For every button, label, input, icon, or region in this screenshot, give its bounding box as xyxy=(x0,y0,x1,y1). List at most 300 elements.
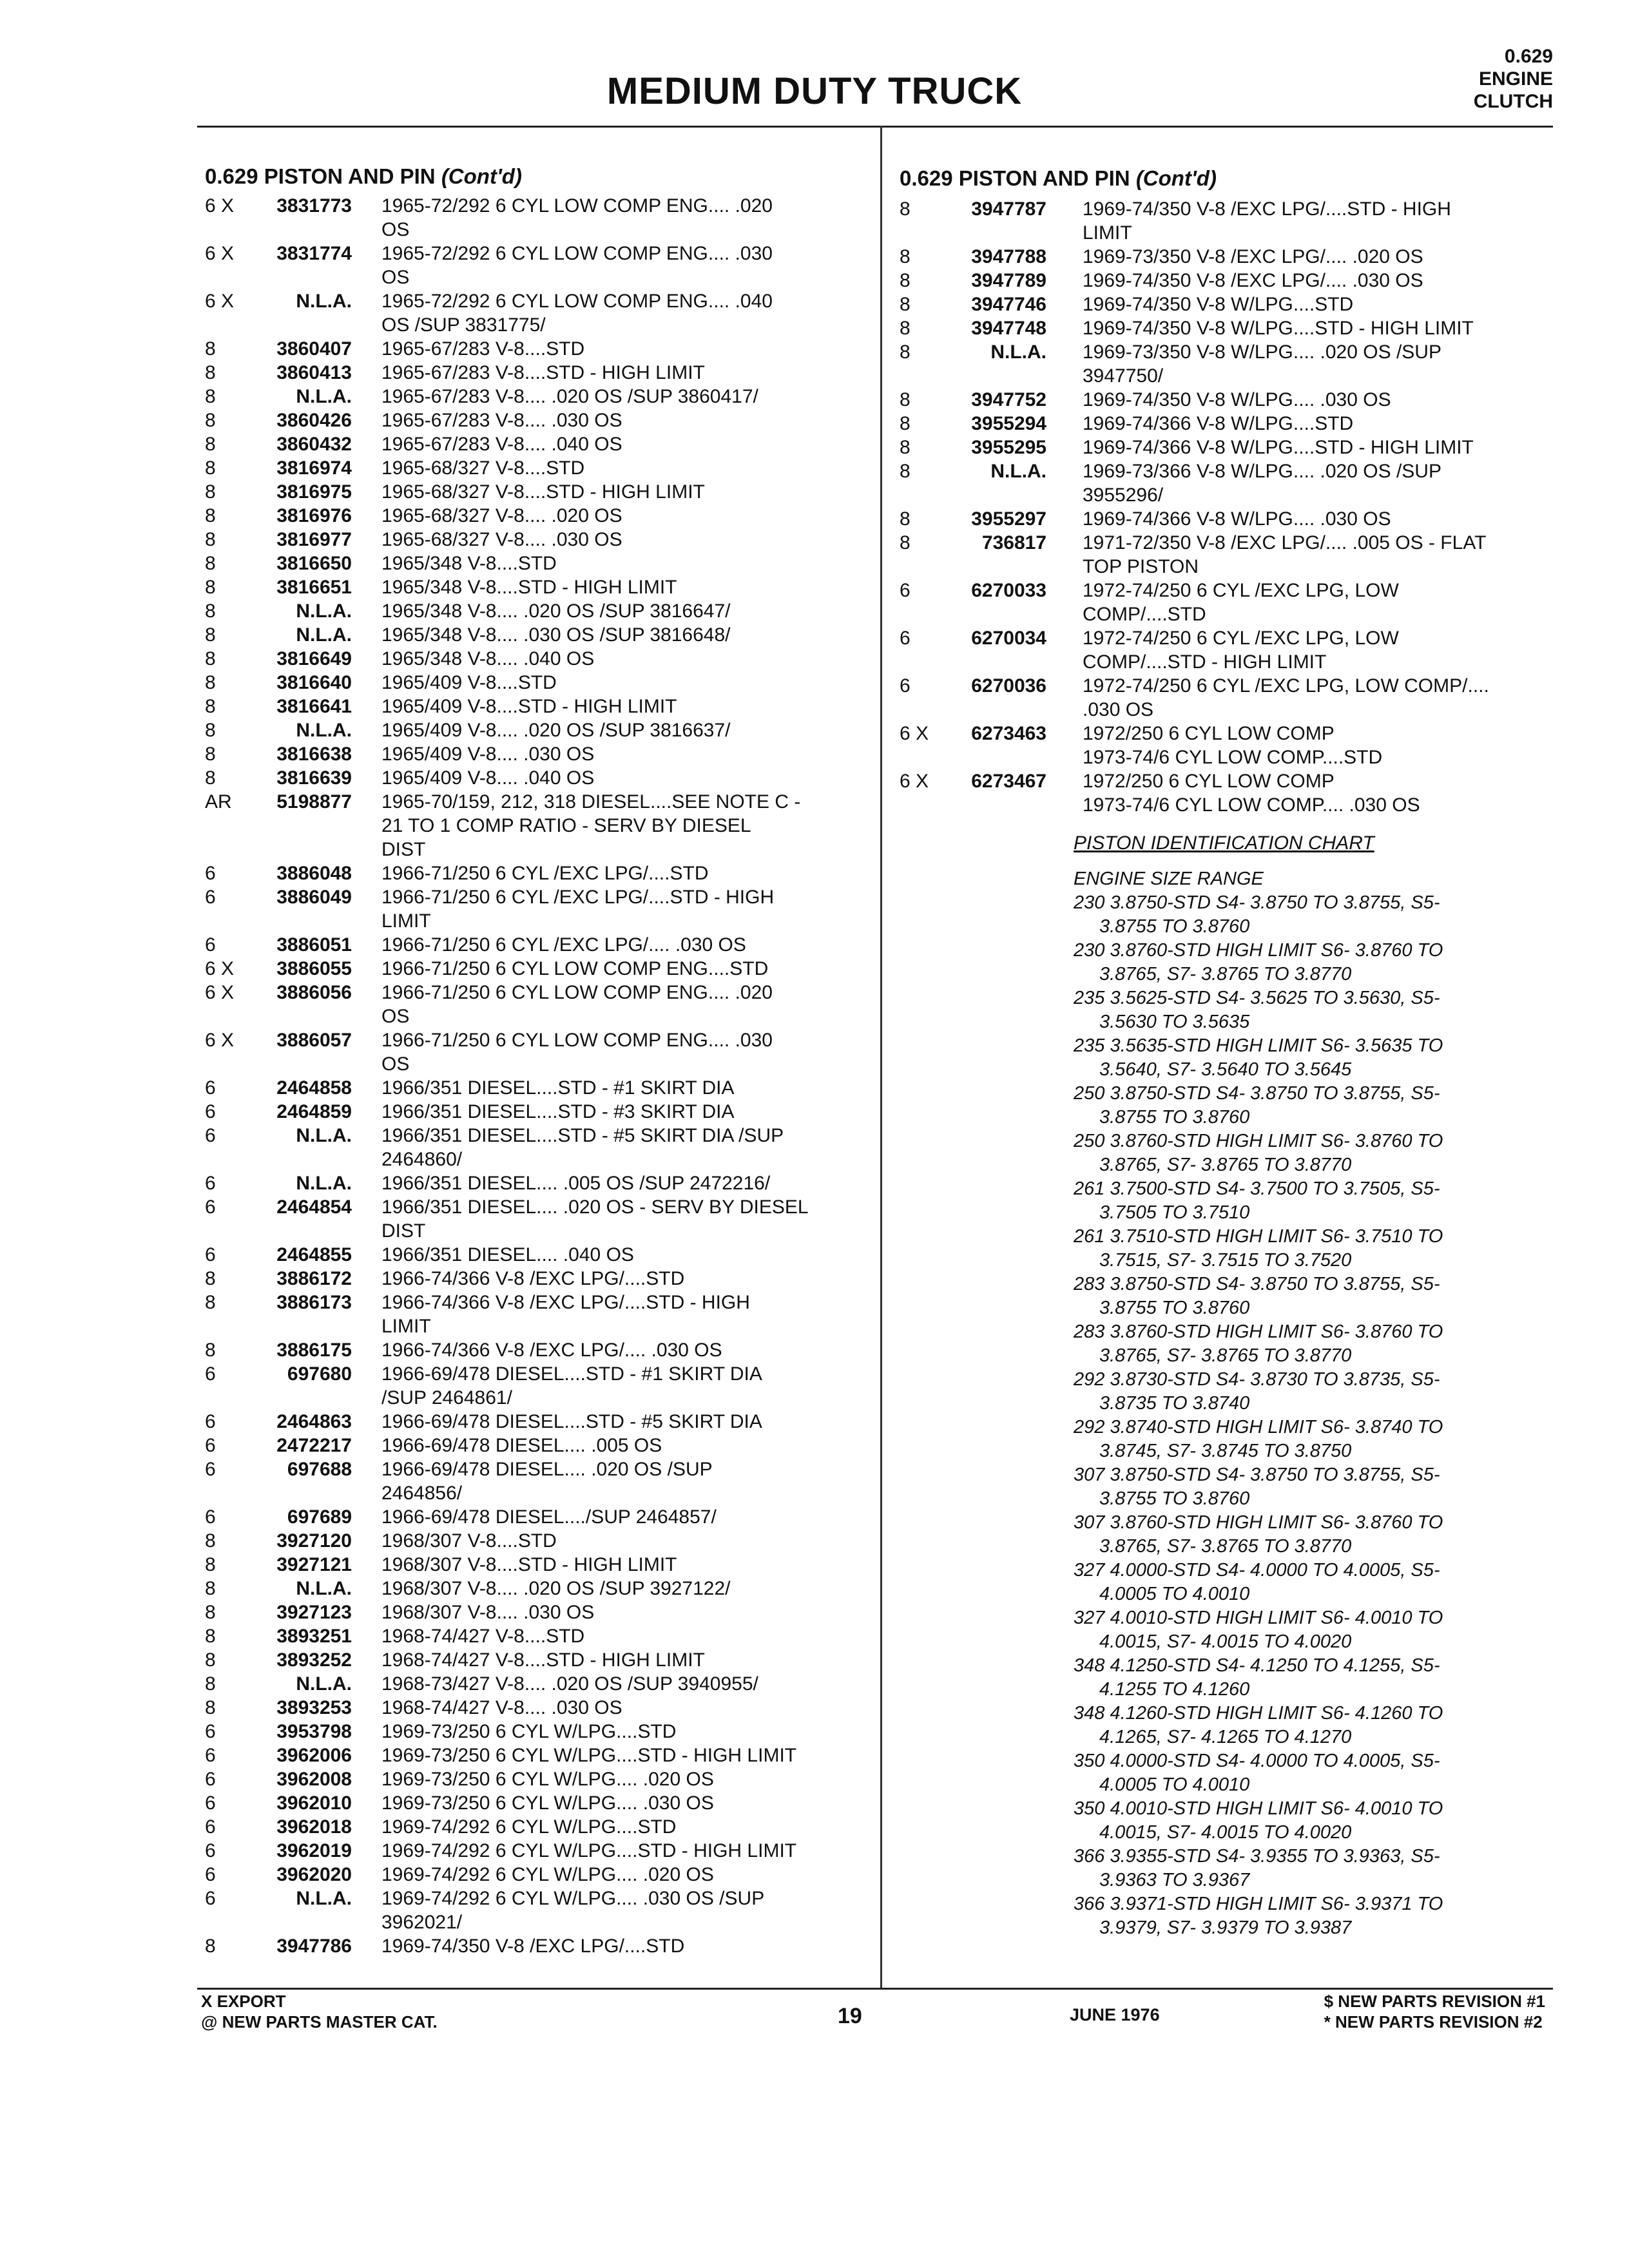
description-line: 2464860/ xyxy=(381,1149,463,1170)
part-number: 3886055 xyxy=(276,958,352,979)
part-number: N.L.A. xyxy=(296,624,352,646)
description-line: 1966-71/250 6 CYL LOW COMP ENG....STD xyxy=(381,958,769,979)
part-description xyxy=(381,1815,862,1839)
part-row xyxy=(205,766,862,790)
description-line: LIMIT xyxy=(381,1316,431,1337)
description-line: 1969-73/250 6 CYL W/LPG....STD - HIGH LIMIT xyxy=(381,1745,797,1766)
description-line: 1969-73/250 6 CYL W/LPG....STD xyxy=(381,1721,677,1742)
part-number: 697688 xyxy=(287,1459,352,1480)
part-qty: 6 xyxy=(205,1888,216,1909)
chart-line: 230 3.8750-STD S4- 3.8750 TO 3.8755, S5- xyxy=(1074,892,1440,913)
description-line: 1972-74/250 6 CYL /EXC LPG, LOW COMP/.... xyxy=(1083,675,1489,697)
part-qty: 6 xyxy=(205,1506,216,1528)
description-line: 2464856/ xyxy=(381,1483,463,1504)
part-number: 697680 xyxy=(287,1363,352,1385)
part-qty: 8 xyxy=(205,1268,216,1289)
piston-chart xyxy=(1074,867,1537,1940)
part-description xyxy=(381,1505,862,1529)
part-description xyxy=(381,361,862,385)
description-line: DIST xyxy=(381,839,426,860)
chart-line: 4.1265, S7- 4.1265 TO 4.1270 xyxy=(1099,1727,1352,1747)
part-number: 3816638 xyxy=(276,744,352,765)
part-qty: 6 X xyxy=(205,1030,235,1051)
part-qty: 8 xyxy=(205,744,216,765)
part-number: 3816639 xyxy=(276,767,352,789)
part-row xyxy=(205,552,862,575)
part-qty: 8 xyxy=(900,341,911,363)
description-line: 1968/307 V-8.... .020 OS /SUP 3927122/ xyxy=(381,1578,731,1599)
part-description xyxy=(381,1410,862,1434)
section-contd: (Cont'd) xyxy=(441,164,522,188)
part-number: 3893253 xyxy=(276,1697,352,1718)
description-line: 1969-73/250 6 CYL W/LPG.... .020 OS xyxy=(381,1769,714,1790)
part-row xyxy=(205,1410,862,1434)
section-contd: (Cont'd) xyxy=(1135,166,1217,190)
part-description xyxy=(1083,269,1557,293)
description-line: 1969-74/350 V-8 W/LPG.... .030 OS xyxy=(1083,389,1391,410)
part-number: 2472217 xyxy=(276,1435,352,1456)
part-qty: 6 xyxy=(205,1816,216,1838)
description-line: OS xyxy=(381,1053,410,1075)
description-line: 1966-69/478 DIESEL.... .020 OS /SUP xyxy=(381,1459,713,1480)
part-description xyxy=(381,1457,862,1505)
part-number: 3886049 xyxy=(276,887,352,908)
part-description xyxy=(381,1577,862,1600)
part-number: 3816641 xyxy=(276,696,352,717)
part-description xyxy=(381,718,862,742)
part-qty: 6 X xyxy=(205,195,235,216)
description-line: 1965-67/283 V-8....STD - HIGH LIMIT xyxy=(381,362,705,383)
description-line: 1966-71/250 6 CYL /EXC LPG/....STD - HIGH xyxy=(381,887,775,908)
part-description xyxy=(381,1291,862,1338)
section-title: PISTON AND PIN xyxy=(958,166,1130,190)
piston-chart-title: PISTON IDENTIFICATION CHART xyxy=(1074,832,1374,854)
page-title: MEDIUM DUTY TRUCK xyxy=(606,70,1023,112)
part-description xyxy=(381,552,862,575)
part-description xyxy=(381,1887,862,1934)
chart-line: 3.8765, S7- 3.8765 TO 3.8770 xyxy=(1099,1536,1352,1557)
part-description xyxy=(381,599,862,623)
description-line: 1965-67/283 V-8.... .040 OS xyxy=(381,434,622,455)
chart-line: 3.8755 TO 3.8760 xyxy=(1099,1488,1250,1509)
part-description xyxy=(381,504,862,528)
part-description xyxy=(1083,507,1557,531)
part-qty: 6 X xyxy=(205,982,235,1003)
part-number: 3955297 xyxy=(971,508,1046,530)
part-number: 3886057 xyxy=(276,1030,352,1051)
chart-line: 283 3.8760-STD HIGH LIMIT S6- 3.8760 TO xyxy=(1074,1321,1443,1342)
part-row xyxy=(205,1767,862,1791)
part-description xyxy=(381,1338,862,1362)
part-number: N.L.A. xyxy=(990,461,1046,482)
chart-line: 3.5640, S7- 3.5640 TO 3.5645 xyxy=(1099,1059,1352,1080)
column-divider xyxy=(880,126,882,1989)
part-description xyxy=(381,480,862,504)
part-qty: 6 xyxy=(205,1769,216,1790)
part-description xyxy=(381,1124,862,1171)
description-line: 1965/348 V-8.... .040 OS xyxy=(381,648,595,669)
part-number: 3886173 xyxy=(276,1292,352,1313)
part-row xyxy=(205,1076,862,1100)
part-number: 3927120 xyxy=(276,1530,352,1552)
description-line: 1966-74/366 V-8 /EXC LPG/.... .030 OS xyxy=(381,1340,722,1361)
part-description xyxy=(381,432,862,456)
part-description xyxy=(1083,579,1557,626)
part-qty: 6 xyxy=(205,1864,216,1885)
part-row xyxy=(900,459,1557,507)
part-description xyxy=(381,1720,862,1744)
part-qty: 8 xyxy=(205,410,216,431)
chart-line: 292 3.8740-STD HIGH LIMIT S6- 3.8740 TO xyxy=(1074,1417,1443,1437)
chart-line: 3.8755 TO 3.8760 xyxy=(1099,1107,1250,1128)
part-description xyxy=(381,1529,862,1553)
part-row xyxy=(205,1505,862,1529)
chart-line: 348 4.1260-STD HIGH LIMIT S6- 4.1260 TO xyxy=(1074,1703,1443,1724)
part-number: 3947746 xyxy=(971,294,1046,315)
description-line: 1965/348 V-8....STD xyxy=(381,553,557,574)
chart-line: 4.1255 TO 4.1260 xyxy=(1099,1679,1250,1700)
part-row xyxy=(205,1791,862,1815)
part-qty: 8 xyxy=(205,505,216,526)
description-line: 1971-72/350 V-8 /EXC LPG/.... .005 OS - FLAT xyxy=(1083,532,1487,553)
part-description xyxy=(1083,340,1557,388)
part-description xyxy=(381,1243,862,1267)
part-row xyxy=(205,575,862,599)
part-description xyxy=(1083,293,1557,316)
part-qty: 6 xyxy=(900,580,911,601)
part-qty: 8 xyxy=(900,413,911,434)
description-line: 1969-74/366 V-8 W/LPG.... .030 OS xyxy=(1083,508,1391,530)
description-line: LIMIT xyxy=(1083,222,1132,244)
part-number: N.L.A. xyxy=(296,601,352,622)
part-description xyxy=(381,981,862,1028)
description-line: 3962021/ xyxy=(381,1912,463,1933)
part-row xyxy=(205,1624,862,1648)
part-number: N.L.A. xyxy=(296,1125,352,1146)
part-number: 2464855 xyxy=(276,1244,352,1265)
revision-2-note: * NEW PARTS REVISION #2 xyxy=(1324,2012,1543,2032)
part-description xyxy=(1083,245,1557,269)
description-line: 1966/351 DIESEL.... .005 OS /SUP 2472216/ xyxy=(381,1173,771,1194)
section-title: PISTON AND PIN xyxy=(264,164,436,188)
description-line: 1972/250 6 CYL LOW COMP xyxy=(1083,723,1335,744)
part-number: 3816649 xyxy=(276,648,352,669)
description-line: LIMIT xyxy=(381,910,431,932)
part-row xyxy=(205,1338,862,1362)
part-description xyxy=(381,1696,862,1720)
part-number: 3816650 xyxy=(276,553,352,574)
description-line: /SUP 2464861/ xyxy=(381,1387,512,1408)
part-number: 3816651 xyxy=(276,577,352,598)
right-section-heading xyxy=(900,166,1557,191)
part-number: 6270036 xyxy=(971,675,1046,697)
part-number: N.L.A. xyxy=(296,386,352,407)
part-description xyxy=(381,1839,862,1863)
chart-line: 3.7505 TO 3.7510 xyxy=(1099,1202,1250,1223)
part-row xyxy=(205,408,862,432)
part-row xyxy=(205,1863,862,1887)
chart-line: 261 3.7510-STD HIGH LIMIT S6- 3.7510 TO xyxy=(1074,1226,1443,1247)
chart-line: 3.8755 TO 3.8760 xyxy=(1099,916,1250,937)
part-description xyxy=(381,1934,862,1958)
part-description xyxy=(381,408,862,432)
part-row xyxy=(205,194,862,242)
description-line: 1969-74/350 V-8 /EXC LPG/....STD xyxy=(381,1936,685,1957)
part-number: 3947788 xyxy=(971,246,1046,267)
part-qty: 8 xyxy=(205,362,216,383)
description-line: 1965-68/327 V-8.... .030 OS xyxy=(381,529,622,550)
part-number: 3831774 xyxy=(276,243,352,264)
part-number: 3962020 xyxy=(276,1864,352,1885)
section-number: 0.629 xyxy=(1504,46,1553,67)
part-number: 697689 xyxy=(287,1506,352,1528)
part-qty: 8 xyxy=(205,1697,216,1718)
description-line: 3955296/ xyxy=(1083,485,1164,506)
description-line: 1965/348 V-8.... .020 OS /SUP 3816647/ xyxy=(381,601,731,622)
chart-line: 250 3.8750-STD S4- 3.8750 TO 3.8755, S5- xyxy=(1074,1083,1440,1104)
description-line: 1972/250 6 CYL LOW COMP xyxy=(1083,771,1335,792)
part-description xyxy=(1083,459,1557,507)
chart-line: 4.0015, S7- 4.0015 TO 4.0020 xyxy=(1099,1631,1352,1652)
description-line: 1965-72/292 6 CYL LOW COMP ENG.... .030 xyxy=(381,243,773,264)
chart-line: 235 3.5625-STD S4- 3.5625 TO 3.5630, S5- xyxy=(1074,988,1440,1008)
part-description xyxy=(381,1434,862,1457)
part-description xyxy=(381,1600,862,1624)
chart-line: 366 3.9355-STD S4- 3.9355 TO 3.9363, S5- xyxy=(1074,1846,1440,1867)
chart-line: 283 3.8750-STD S4- 3.8750 TO 3.8755, S5- xyxy=(1074,1274,1440,1294)
description-line: .030 OS xyxy=(1083,699,1154,720)
part-description xyxy=(381,1648,862,1672)
part-qty: 6 X xyxy=(900,771,929,792)
part-qty: 6 xyxy=(205,1244,216,1265)
part-qty: 6 xyxy=(205,1101,216,1122)
description-line: OS xyxy=(381,267,410,288)
part-row xyxy=(205,695,862,718)
description-line: 1965/409 V-8.... .030 OS xyxy=(381,744,595,765)
part-description xyxy=(381,1171,862,1195)
master-cat-note: @ NEW PARTS MASTER CAT. xyxy=(201,2012,438,2032)
part-row xyxy=(205,337,862,361)
part-qty: 6 X xyxy=(900,723,929,744)
description-line: 1965-72/292 6 CYL LOW COMP ENG.... .040 xyxy=(381,291,773,312)
part-qty: 6 xyxy=(205,1077,216,1099)
description-line: 1965-68/327 V-8....STD - HIGH LIMIT xyxy=(381,481,705,503)
description-line: 1965/409 V-8....STD xyxy=(381,672,557,693)
description-line: 1965-68/327 V-8.... .020 OS xyxy=(381,505,622,526)
part-number: 3947752 xyxy=(971,389,1046,410)
part-description xyxy=(381,1076,862,1100)
part-qty: 8 xyxy=(205,1340,216,1361)
part-description xyxy=(381,385,862,408)
part-number: 3962010 xyxy=(276,1792,352,1814)
part-number: 6273467 xyxy=(971,771,1046,792)
part-row xyxy=(205,1887,862,1934)
chart-rows xyxy=(1074,891,1537,1940)
part-row xyxy=(205,1720,862,1744)
description-line: 1969-73/250 6 CYL W/LPG.... .030 OS xyxy=(381,1792,714,1814)
part-number: 6270033 xyxy=(971,580,1046,601)
chart-line: 230 3.8760-STD HIGH LIMIT S6- 3.8760 TO xyxy=(1074,940,1443,961)
description-line: 1966-71/250 6 CYL LOW COMP ENG.... .030 xyxy=(381,1030,773,1051)
part-description xyxy=(381,933,862,957)
part-row xyxy=(205,599,862,623)
part-qty: 6 xyxy=(205,934,216,956)
description-line: 1969-74/292 6 CYL W/LPG....STD - HIGH LIMIT xyxy=(381,1840,797,1861)
description-line: 1972-74/250 6 CYL /EXC LPG, LOW xyxy=(1083,628,1399,649)
part-description xyxy=(1083,316,1557,340)
part-row xyxy=(205,623,862,647)
part-row xyxy=(205,1696,862,1720)
part-row xyxy=(205,742,862,766)
part-row xyxy=(900,769,1557,817)
part-qty: 8 xyxy=(205,529,216,550)
right-entries xyxy=(900,197,1557,817)
part-qty: 6 xyxy=(205,1721,216,1742)
part-number: 3955294 xyxy=(971,413,1046,434)
part-qty: 8 xyxy=(205,481,216,503)
left-section-heading xyxy=(205,164,862,189)
part-row xyxy=(205,242,862,289)
revision-date: JUNE 1976 xyxy=(1070,2005,1160,2024)
part-description xyxy=(381,575,862,599)
part-qty: 8 xyxy=(205,1673,216,1695)
description-line: 1965-67/283 V-8....STD xyxy=(381,338,585,360)
chart-line: 3.9363 TO 3.9367 xyxy=(1099,1870,1250,1890)
part-description xyxy=(381,194,862,242)
part-description xyxy=(381,885,862,933)
left-column xyxy=(205,164,862,1958)
part-row xyxy=(205,385,862,408)
part-row xyxy=(205,933,862,957)
part-number: 3886056 xyxy=(276,982,352,1003)
description-line: 1969-74/350 V-8 W/LPG....STD xyxy=(1083,294,1354,315)
part-description xyxy=(381,1863,862,1887)
part-number: 2464858 xyxy=(276,1077,352,1099)
chart-line: 327 4.0010-STD HIGH LIMIT S6- 4.0010 TO xyxy=(1074,1608,1443,1628)
part-qty: 6 X xyxy=(205,291,235,312)
part-number: 2464863 xyxy=(276,1411,352,1432)
part-row xyxy=(900,412,1557,436)
part-number: 3947748 xyxy=(971,318,1046,339)
description-line: 1968/307 V-8....STD xyxy=(381,1530,557,1552)
section-num: 0.629 xyxy=(205,164,258,188)
description-line: 1969-74/366 V-8 W/LPG....STD - HIGH LIMIT xyxy=(1083,437,1474,458)
part-number: N.L.A. xyxy=(296,1673,352,1695)
part-row xyxy=(205,504,862,528)
part-number: N.L.A. xyxy=(296,1888,352,1909)
part-qty: 8 xyxy=(900,246,911,267)
part-qty: 8 xyxy=(900,270,911,291)
part-description xyxy=(381,1195,862,1243)
part-qty: 6 X xyxy=(205,243,235,264)
description-line: COMP/....STD - HIGH LIMIT xyxy=(1083,651,1327,673)
part-qty: 8 xyxy=(900,508,911,530)
part-qty: 6 xyxy=(900,675,911,697)
part-qty: 6 xyxy=(205,1459,216,1480)
description-line: 1969-73/350 V-8 /EXC LPG/.... .020 OS xyxy=(1083,246,1423,267)
part-description xyxy=(1083,436,1557,459)
part-number: 3860426 xyxy=(276,410,352,431)
description-line: 1965-70/159, 212, 318 DIESEL....SEE NOTE C - xyxy=(381,791,801,812)
part-row xyxy=(205,1291,862,1338)
part-row xyxy=(900,269,1557,293)
chart-line: 327 4.0000-STD S4- 4.0000 TO 4.0005, S5- xyxy=(1074,1560,1440,1581)
description-line: 1972-74/250 6 CYL /EXC LPG, LOW xyxy=(1083,580,1399,601)
part-description xyxy=(1083,674,1557,722)
part-row xyxy=(205,1028,862,1076)
part-number: 3816640 xyxy=(276,672,352,693)
description-line: 1969-74/350 V-8 /EXC LPG/.... .030 OS xyxy=(1083,270,1423,291)
description-line: 1966-69/478 DIESEL.... .005 OS xyxy=(381,1435,662,1456)
description-line: TOP PISTON xyxy=(1083,556,1199,577)
part-row xyxy=(900,579,1557,626)
chart-line: 3.8765, S7- 3.8765 TO 3.8770 xyxy=(1099,1345,1352,1366)
part-number: 3816975 xyxy=(276,481,352,503)
part-row xyxy=(205,1648,862,1672)
chart-line: 307 3.8760-STD HIGH LIMIT S6- 3.8760 TO xyxy=(1074,1512,1443,1533)
part-qty: 8 xyxy=(205,434,216,455)
part-description xyxy=(1083,388,1557,412)
description-line: 3947750/ xyxy=(1083,365,1164,387)
part-row xyxy=(900,722,1557,769)
part-number: 3893252 xyxy=(276,1649,352,1671)
description-line: 1969-73/366 V-8 W/LPG.... .020 OS /SUP xyxy=(1083,461,1441,482)
description-line: 1973-74/6 CYL LOW COMP....STD xyxy=(1083,747,1383,768)
part-qty: 8 xyxy=(205,1292,216,1313)
part-description xyxy=(381,1744,862,1767)
description-line: DIST xyxy=(381,1220,426,1242)
part-qty: AR xyxy=(205,791,232,812)
description-line: 1966-69/478 DIESEL....STD - #5 SKIRT DIA xyxy=(381,1411,762,1432)
part-row xyxy=(900,626,1557,674)
chart-line: 292 3.8730-STD S4- 3.8730 TO 3.8735, S5- xyxy=(1074,1369,1440,1390)
part-row xyxy=(205,981,862,1028)
part-row xyxy=(205,1267,862,1291)
part-qty: 8 xyxy=(205,720,216,741)
part-description xyxy=(381,1100,862,1124)
part-number: 3816977 xyxy=(276,529,352,550)
part-description xyxy=(381,289,862,337)
part-number: 3927121 xyxy=(276,1554,352,1575)
part-number: 3860413 xyxy=(276,362,352,383)
part-qty: 6 xyxy=(205,1173,216,1194)
chart-line: 307 3.8750-STD S4- 3.8750 TO 3.8755, S5- xyxy=(1074,1465,1440,1485)
part-description xyxy=(381,647,862,671)
right-column xyxy=(900,166,1557,1940)
part-qty: 8 xyxy=(900,437,911,458)
description-line: 1969-74/292 6 CYL W/LPG.... .030 OS /SUP xyxy=(381,1888,765,1909)
part-description xyxy=(381,790,862,861)
part-number: 736817 xyxy=(981,532,1046,553)
part-number: 3816976 xyxy=(276,505,352,526)
part-row xyxy=(900,293,1557,316)
description-line: 1973-74/6 CYL LOW COMP.... .030 OS xyxy=(1083,794,1420,816)
part-qty: 8 xyxy=(900,532,911,553)
part-qty: 8 xyxy=(205,386,216,407)
part-qty: 6 xyxy=(205,1792,216,1814)
description-line: 1965-72/292 6 CYL LOW COMP ENG.... .020 xyxy=(381,195,773,216)
part-qty: 6 xyxy=(205,863,216,884)
part-row xyxy=(900,507,1557,531)
part-number: 3955295 xyxy=(971,437,1046,458)
part-qty: 6 xyxy=(205,1196,216,1218)
part-description xyxy=(381,623,862,647)
description-line: 1969-74/292 6 CYL W/LPG.... .020 OS xyxy=(381,1864,714,1885)
part-description xyxy=(381,766,862,790)
chart-line: 3.8735 TO 3.8740 xyxy=(1099,1393,1250,1414)
description-line: 1969-74/350 V-8 W/LPG....STD - HIGH LIMIT xyxy=(1083,318,1474,339)
part-qty: 8 xyxy=(205,601,216,622)
